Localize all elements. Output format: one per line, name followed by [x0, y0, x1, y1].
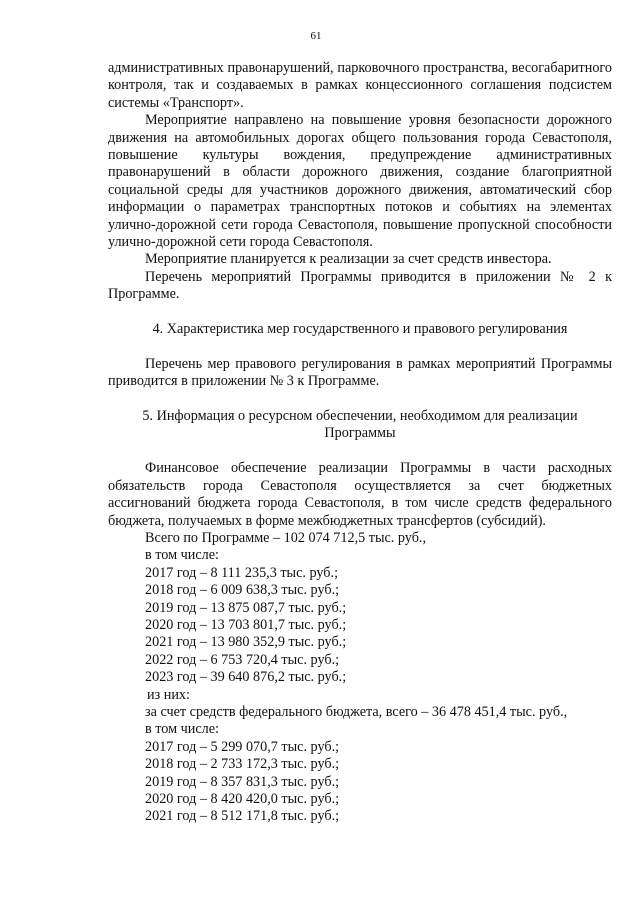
years-total-list [108, 565, 612, 687]
paragraph-appendix-2: Перечень мероприятий Программы приводится в приложении № 2 к Программе. [108, 268, 612, 303]
section-4-heading: 4. Характеристика мер государственного и правового регулирования [152, 321, 568, 338]
year-federal-item: 2017 год – 5 299 070,7 тыс. руб.; [145, 738, 340, 755]
year-total-item: 2020 год – 13 703 801,7 тыс. руб.; [145, 616, 347, 633]
including-label-2: в том числе: [145, 721, 219, 738]
total-line: Всего по Программе – 102 074 712,5 тыс. руб., [145, 529, 427, 546]
federal-line: за счет средств федерального бюджета, всего – 36 478 451,4 тыс. руб., [145, 703, 568, 720]
including-label: в том числе: [145, 547, 219, 564]
years-federal-list [108, 739, 612, 826]
year-federal-item: 2019 год – 8 357 831,3 тыс. руб.; [145, 773, 340, 790]
section-5-heading-line-2: Программы [324, 425, 396, 442]
paragraph-continuation: административных правонарушений, парковочного пространства, весогабаритного контроля, так и создаваемых в рамках концессионного соглашения подсистем системы «Транспорт». [108, 60, 612, 111]
paragraph-funding-source: Мероприятие планируется к реализации за счет средств инвестора. [145, 251, 552, 268]
of-them-label: из них: [147, 686, 190, 703]
year-total-item: 2023 год – 39 640 876,2 тыс. руб.; [145, 669, 347, 686]
year-total-item: 2019 год – 13 875 087,7 тыс. руб.; [145, 599, 347, 616]
section-5-heading-line-1: 5. Информация о ресурсном обеспечении, необходимом для реализации [142, 408, 578, 425]
year-total-item: 2022 год – 6 753 720,4 тыс. руб.; [145, 651, 340, 668]
year-total-item: 2021 год – 13 980 352,9 тыс. руб.; [145, 634, 347, 651]
page-number: 61 [310, 30, 322, 42]
page-content [108, 60, 612, 826]
section-5-text: Финансовое обеспечение реализации Программы в части расходных обязательств города Севастополя осуществляется за счет бюджетных ассигнований бюджета города Севастополя, в том числе средств федерального бюджета, получаемых в форме межбюджетных трансфертов (субсидий). [108, 460, 612, 529]
year-total-item: 2017 год – 8 111 235,3 тыс. руб.; [145, 564, 339, 581]
paragraph-purpose: Мероприятие направлено на повышение уровня безопасности дорожного движения на автомобильных дорогах общего пользования города Севастополя, повышение культуры вождения, предупреждение административных правонарушений в области дорожного движения, создание благоприятной социальной среды для участников дорожного движения, автоматический сбор информации о параметрах транспортных потоков и событиях на элементах улично-дорожной сети города Севастополя, повышение пропускной способности улично-дорожной сети города Севастополя. [108, 112, 612, 251]
year-total-item: 2018 год – 6 009 638,3 тыс. руб.; [145, 582, 340, 599]
year-federal-item: 2020 год – 8 420 420,0 тыс. руб.; [145, 791, 340, 807]
year-federal-item: 2021 год – 8 512 171,8 тыс. руб.; [145, 808, 340, 825]
year-federal-item: 2018 год – 2 733 172,3 тыс. руб.; [145, 756, 340, 773]
section-4-text: Перечень мер правового регулирования в рамках мероприятий Программы приводится в приложении № 3 к Программе. [108, 355, 612, 390]
